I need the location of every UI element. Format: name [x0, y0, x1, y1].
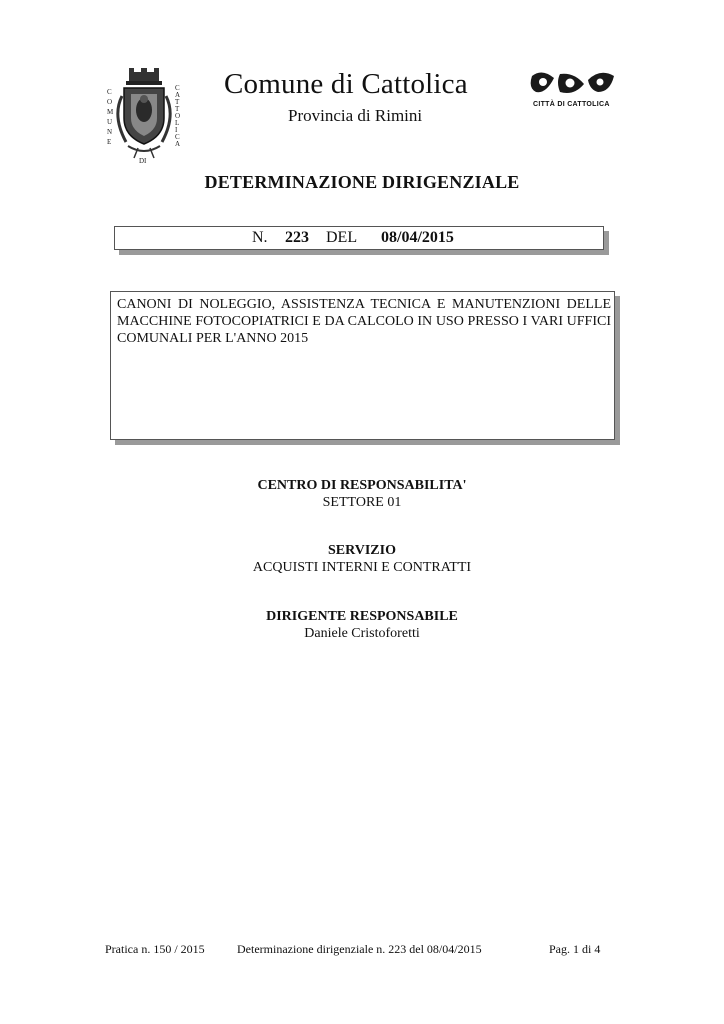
crest-letter: T	[175, 105, 180, 113]
page-subtitle: Provincia di Rimini	[288, 106, 423, 125]
crest-letter: N	[107, 128, 113, 136]
city-logo-text: CITTÀ DI CATTOLICA	[533, 101, 610, 108]
footer-page: Pag. 1 di 4	[549, 942, 601, 956]
servizio-label: SERVIZIO	[328, 543, 396, 558]
municipal-crest	[104, 66, 184, 166]
date-label: DEL	[326, 229, 358, 246]
crest-letter: A	[175, 91, 181, 99]
city-logo-icon	[528, 70, 618, 100]
crest-letter: U	[107, 118, 113, 126]
page-title: Comune di Cattolica	[224, 68, 468, 100]
determination-date: 08/04/2015	[381, 229, 454, 246]
crest-letter: E	[107, 138, 112, 146]
dirigente-value: Daniele Cristoforetti	[304, 626, 420, 641]
centro-label: CENTRO DI RESPONSABILITA'	[257, 478, 467, 493]
crest-letter: C	[175, 84, 180, 92]
subject-text: CANONI DI NOLEGGIO, ASSISTENZA TECNICA E MANUTENZIONI DELLE MACCHINE FOTOCOPIATRICI E DA CALCOLO IN USO PRESSO I VARI UFFICI COMUNALI PER L'ANNO 2015	[117, 297, 611, 346]
crest-letter: O	[107, 98, 113, 106]
dirigente-label: DIRIGENTE RESPONSABILE	[266, 609, 458, 624]
crest-letter: A	[175, 140, 181, 148]
determination-number: 223	[285, 229, 309, 246]
crest-letter: L	[175, 119, 180, 127]
crest-icon	[104, 66, 184, 166]
crest-letter: M	[107, 108, 114, 116]
crest-letter: C	[107, 88, 112, 96]
document-type: DETERMINAZIONE DIRIGENZIALE	[204, 172, 520, 192]
crest-letter: I	[175, 126, 178, 134]
number-box	[114, 226, 604, 250]
crest-letter: O	[175, 112, 181, 120]
crest-letter: C	[175, 133, 180, 141]
number-label: N.	[252, 229, 268, 246]
footer-determinazione: Determinazione dirigenziale n. 223 del 08/04/2015	[237, 942, 482, 956]
servizio-value: ACQUISTI INTERNI E CONTRATTI	[252, 560, 472, 575]
crest-letter: T	[175, 98, 180, 106]
centro-value: SETTORE 01	[322, 495, 402, 510]
footer-pratica: Pratica n. 150 / 2015	[105, 942, 205, 956]
crest-letter: DI	[139, 157, 147, 165]
